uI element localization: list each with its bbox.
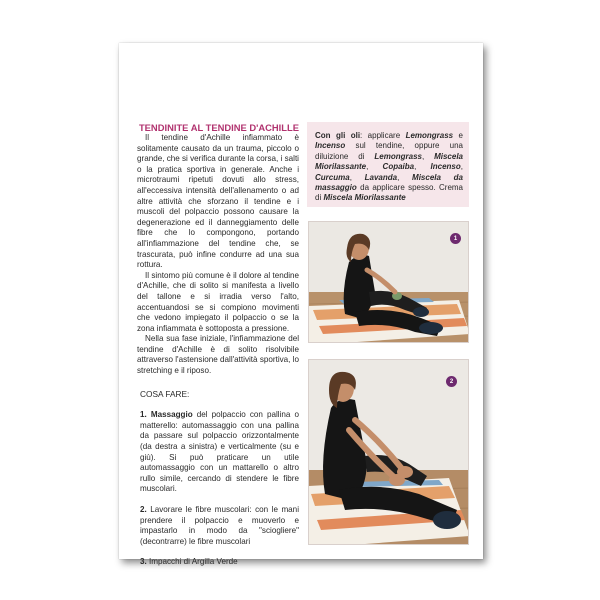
oil-name: Incenso bbox=[430, 162, 461, 172]
document-page bbox=[119, 43, 483, 567]
oil-name: Miscela Miorilassante bbox=[323, 193, 406, 203]
paragraph-symptoms: Il sintomo più comune è il dolore al tendine d'Achille, che di solito si manifesta a livello del tallone e si irradia verso l'alto, accentuandosi se si compiono movimenti che vedono impiegato il polpaccio o se la zona infiammata è sottoposta a pressione. bbox=[137, 270, 299, 333]
oil-name: Lavanda bbox=[364, 172, 398, 182]
oils-text: , bbox=[397, 172, 413, 182]
oils-text: , bbox=[349, 172, 365, 182]
list-item bbox=[137, 410, 299, 495]
list-item bbox=[137, 557, 299, 568]
photo-calf-hand-massage bbox=[308, 359, 469, 545]
list-item bbox=[137, 505, 299, 547]
list-item-title: 1. Massaggio bbox=[140, 410, 193, 420]
oils-text: sul tendine, oppure una diluizione di bbox=[315, 141, 463, 161]
photo-number-badge: 1 bbox=[450, 233, 461, 244]
photo-number-badge: 2 bbox=[446, 376, 457, 387]
oils-text: : applicare bbox=[360, 131, 406, 140]
oils-text: , bbox=[421, 151, 435, 161]
paragraph-treatment: Nella sua fase iniziale, l'infiammazione del tendine d'Achille è di solito risolvibile attraverso l'astensione dall'attività sportiva, lo stretching e il riposo. bbox=[137, 334, 299, 376]
oils-box bbox=[307, 122, 469, 207]
left-column bbox=[137, 122, 299, 578]
list-item-text: del polpaccio con pallina o matterello: automassaggio con una pallina da passare sul polpaccio orizzontalmente (da destra a sinistra) e verticalmente (su e giù). Si può praticare un utile automassaggio con un mattarello o altro rullo simile, cercando di stendere le fibre muscolari. bbox=[140, 410, 299, 494]
oil-name: Miscela Miorilassante bbox=[315, 151, 463, 172]
oils-text: da applicare spesso. Crema di bbox=[315, 183, 463, 203]
oils-text: , bbox=[460, 162, 463, 172]
oils-text: e bbox=[453, 131, 463, 140]
oil-name: Copaiba bbox=[382, 162, 415, 172]
oils-text: , bbox=[414, 162, 431, 172]
oil-name: Lemongrass bbox=[405, 131, 454, 140]
photo-calf-ball-massage bbox=[308, 221, 469, 343]
oil-name: Curcuma bbox=[315, 172, 350, 182]
oils-text: , bbox=[366, 162, 383, 172]
cosa-fare-heading: COSA FARE: bbox=[140, 388, 190, 399]
oil-name: Miscela da massaggio bbox=[315, 172, 463, 193]
oil-name: Incenso bbox=[315, 141, 346, 151]
list-item-title: 3. bbox=[140, 557, 147, 567]
photo-illustration bbox=[309, 222, 469, 343]
list-item-title: 2. bbox=[140, 505, 147, 514]
list-item-text: Lavorare le fibre muscolari: con le mani prendere il polpaccio e muoverlo e impastarlo in modo da "sciogliere" (decontrarre) le fibre muscolari bbox=[140, 505, 299, 546]
oil-name: Lemongrass bbox=[374, 151, 422, 161]
oils-label: Con gli oli bbox=[315, 131, 361, 140]
photo-illustration bbox=[309, 360, 469, 545]
list-item-text: Impacchi di Argilla Verde bbox=[146, 557, 238, 567]
section-title: TENDINITE AL TENDINE D'ACHILLE bbox=[138, 122, 299, 133]
paragraph-intro: Il tendine d'Achille infiammato è solitamente causato da un trauma, piccolo o grande, che si verifica durante la corsa, i salti o la pratica sportiva in generale. Anche i microtraumi ripetuti dovuti allo stress, all'eccessiva intensità dell'allenamento o ad altre attività che sforzano il tendine e i muscoli del polpaccio possono causare la degenerazione ed il danneggiamento delle fibre che lo compongono, portando all'infiammazione del tendine che, se trascurata, può infine condurre ad una sua rottura. bbox=[137, 133, 299, 270]
